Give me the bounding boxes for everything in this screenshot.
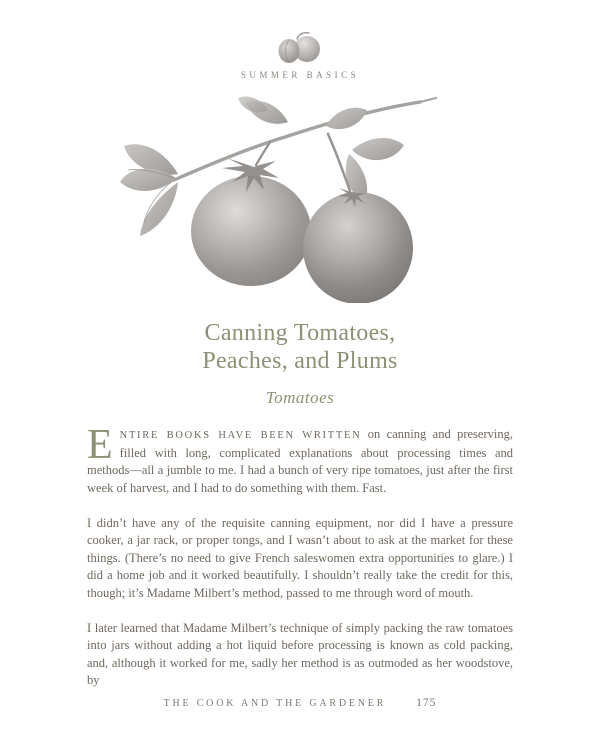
plums-ornament-icon: [269, 30, 331, 66]
lead-in-small-caps: NTIRE BOOKS HAVE BEEN WRITTEN: [119, 430, 362, 441]
tomatoes-illustration: [0, 90, 600, 303]
running-footer-title: THE COOK AND THE GARDENER: [163, 698, 387, 709]
page-header: [0, 30, 600, 80]
section-label: SUMMER BASICS: [240, 70, 360, 80]
paragraph-3: I later learned that Madame Milbert’s technique of simply packing the raw tomatoes into jars without adding a hot liquid before processing is known as cold packing, and, although it worked for me, sadly her method is as outmoded as her woodstove, by: [87, 620, 513, 687]
paragraph-1-text: on canning and preserving, filled with long, complicated explanations about processing times and methods—all a jumble to me. I had a bunch of very ripe tomatoes, just after the first week of harvest, and I had to do something with them. Fast.: [87, 427, 513, 495]
drop-cap: E: [87, 422, 113, 468]
chapter-title-line1: Canning Tomatoes,: [204, 320, 396, 346]
recipe-subtitle: Tomatoes: [265, 388, 335, 407]
page-number: 175: [416, 697, 437, 709]
chapter-title-line2: Peaches, and Plums: [202, 348, 398, 374]
chapter-title: [0, 319, 600, 375]
body-text: [87, 422, 513, 690]
paragraph-1: [87, 422, 513, 497]
paragraph-2: I didn’t have any of the requisite canning equipment, nor did I have a pressure cooker, a jar rack, or proper tongs, and I wasn’t about to ask at the market for these things. (There’s no need to give French saleswomen extra opportunities to glare.) I did a home job and it worked beautifully. I shouldn’t really take the credit for this, though; it’s Madame Milbert’s method, passed to me through word of mouth.: [87, 515, 513, 600]
page-footer: [0, 693, 600, 711]
